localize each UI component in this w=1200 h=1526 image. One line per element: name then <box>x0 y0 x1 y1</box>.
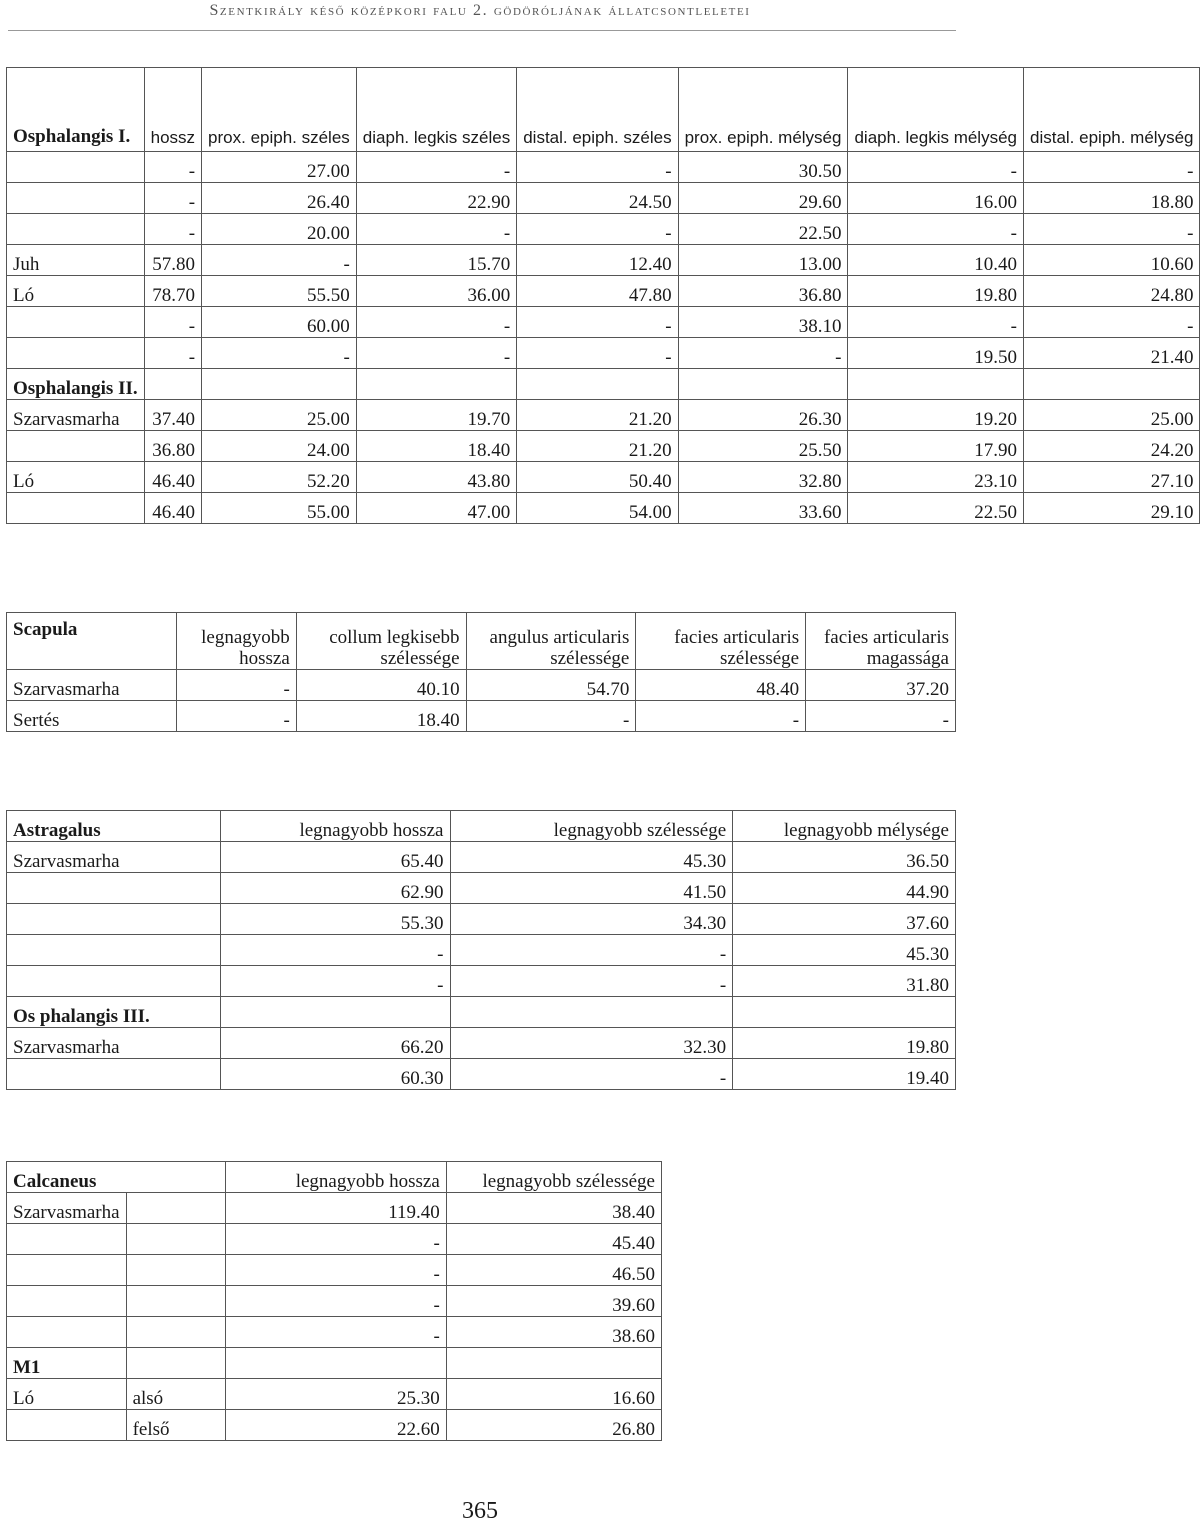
astragalus-row-cell: 45.30 <box>450 842 733 873</box>
calcaneus-row-cell <box>126 1193 225 1224</box>
osphalangis-row <box>7 369 1200 400</box>
osphalangis-row-cell: - <box>144 214 201 245</box>
osphalangis-row-cell: 24.00 <box>202 431 357 462</box>
osphalangis-row-cell: - <box>144 338 201 369</box>
astragalus-row-cell: - <box>220 966 450 997</box>
astragalus-header-cell: legnagyobb mélysége <box>733 811 956 842</box>
osphalangis-row <box>7 245 1200 276</box>
calcaneus-row-cell: - <box>225 1317 446 1348</box>
running-head-text: Szentkirály késő középkori falu 2. gödöróljának állatcsontleletei <box>209 2 751 19</box>
calcaneus-row-cell: 22.60 <box>225 1410 446 1441</box>
scapula-header-cell: facies articularis magassága <box>806 613 956 670</box>
calcaneus-row-cell: 38.60 <box>446 1317 661 1348</box>
calcaneus-header-cell: Calcaneus <box>7 1162 226 1193</box>
osphalangis-row-cell: - <box>356 338 516 369</box>
osphalangis-row-cell: 19.70 <box>356 400 516 431</box>
osphalangis-row-cell: 18.80 <box>1024 183 1200 214</box>
astragalus-row-cell: 34.30 <box>450 904 733 935</box>
astragalus-row-cell: 62.90 <box>220 873 450 904</box>
scapula-row-cell: 54.70 <box>466 670 636 701</box>
osphalangis-row-cell <box>7 493 145 524</box>
astragalus-row-cell: - <box>220 935 450 966</box>
astragalus-header-cell: legnagyobb hossza <box>220 811 450 842</box>
osphalangis-row-cell: 33.60 <box>678 493 848 524</box>
osphalangis-row-cell: 22.50 <box>678 214 848 245</box>
calcaneus-row-cell <box>126 1255 225 1286</box>
osphalangis-row-cell: 19.50 <box>848 338 1024 369</box>
osphalangis-row-cell: 25.50 <box>678 431 848 462</box>
osphalangis-row-cell: - <box>356 214 516 245</box>
calcaneus-row-cell: 16.60 <box>446 1379 661 1410</box>
osphalangis-row-cell: 21.20 <box>517 431 678 462</box>
osphalangis-header-cell: diaph. legkis mélység <box>848 68 1024 152</box>
calcaneus-row-cell <box>126 1286 225 1317</box>
calcaneus-row-cell: M1 <box>7 1348 127 1379</box>
osphalangis-row-cell: 36.80 <box>678 276 848 307</box>
osphalangis-row-cell: 16.00 <box>848 183 1024 214</box>
calcaneus-row <box>7 1286 662 1317</box>
astragalus-header-cell: legnagyobb szélessége <box>450 811 733 842</box>
osphalangis-row-cell: - <box>356 152 516 183</box>
scapula-row-cell: - <box>806 701 956 732</box>
scapula-row <box>7 701 956 732</box>
osphalangis-row-cell: 55.00 <box>202 493 357 524</box>
scapula-row-cell: 37.20 <box>806 670 956 701</box>
osphalangis-row-cell: Juh <box>7 245 145 276</box>
osphalangis-row-cell: 38.10 <box>678 307 848 338</box>
astragalus-row-cell: Szarvasmarha <box>7 1028 221 1059</box>
osphalangis-header-cell: prox. epiph. széles <box>202 68 357 152</box>
osphalangis-row-cell <box>7 183 145 214</box>
osphalangis-row-cell <box>678 369 848 400</box>
astragalus-row <box>7 842 956 873</box>
calcaneus-row-cell <box>7 1255 127 1286</box>
astragalus-row-cell: 19.80 <box>733 1028 956 1059</box>
osphalangis-row-cell <box>7 338 145 369</box>
calcaneus-header-cell: legnagyobb hossza <box>225 1162 446 1193</box>
scapula-header-cell: collum legkisebb szélessége <box>296 613 466 670</box>
calcaneus-header-row <box>7 1162 662 1193</box>
scapula-header-cell: legnagyobb hossza <box>176 613 296 670</box>
osphalangis-row-cell: - <box>848 214 1024 245</box>
scapula-header-row <box>7 613 956 670</box>
osphalangis-row-cell: 25.00 <box>1024 400 1200 431</box>
osphalangis-row-cell: 54.00 <box>517 493 678 524</box>
osphalangis-row <box>7 493 1200 524</box>
astragalus-header-row <box>7 811 956 842</box>
astragalus-row-cell <box>7 904 221 935</box>
osphalangis-header-cell: Osphalangis I. <box>7 68 145 152</box>
astragalus-row-cell: 45.30 <box>733 935 956 966</box>
calcaneus-row-cell: 25.30 <box>225 1379 446 1410</box>
scapula-header-cell: angulus articularis szélessége <box>466 613 636 670</box>
osphalangis-header-cell: diaph. legkis széles <box>356 68 516 152</box>
calcaneus-row-cell <box>126 1224 225 1255</box>
osphalangis-row-cell: 27.10 <box>1024 462 1200 493</box>
osphalangis-row-cell: 22.90 <box>356 183 516 214</box>
calcaneus-row-cell: 119.40 <box>225 1193 446 1224</box>
calcaneus-row-cell: Szarvasmarha <box>7 1193 127 1224</box>
osphalangis-row-cell: - <box>202 338 357 369</box>
osphalangis-row-cell: - <box>144 183 201 214</box>
astragalus-row-cell <box>733 997 956 1028</box>
osphalangis-row <box>7 276 1200 307</box>
osphalangis-table <box>6 67 1200 524</box>
calcaneus-row <box>7 1379 662 1410</box>
osphalangis-row-cell: - <box>356 307 516 338</box>
calcaneus-row <box>7 1410 662 1441</box>
astragalus-row <box>7 873 956 904</box>
astragalus-row <box>7 1028 956 1059</box>
osphalangis-row-cell: - <box>517 338 678 369</box>
astragalus-row-cell: 36.50 <box>733 842 956 873</box>
osphalangis-row-cell: - <box>1024 307 1200 338</box>
astragalus-row-cell: 44.90 <box>733 873 956 904</box>
astragalus-row-cell: 66.20 <box>220 1028 450 1059</box>
calcaneus-row-cell: 45.40 <box>446 1224 661 1255</box>
osphalangis-row-cell: 13.00 <box>678 245 848 276</box>
scapula-row-cell: 40.10 <box>296 670 466 701</box>
osphalangis-row <box>7 183 1200 214</box>
osphalangis-header-row <box>7 68 1200 152</box>
astragalus-row-cell: - <box>450 966 733 997</box>
osphalangis-row-cell: 30.50 <box>678 152 848 183</box>
osphalangis-row-cell: 60.00 <box>202 307 357 338</box>
osphalangis-header-cell: distal. epiph. mélység <box>1024 68 1200 152</box>
astragalus-row <box>7 935 956 966</box>
osphalangis-row-cell <box>7 152 145 183</box>
osphalangis-row-cell <box>144 369 201 400</box>
osphalangis-row-cell: - <box>1024 152 1200 183</box>
osphalangis-row-cell: - <box>678 338 848 369</box>
astragalus-row-cell: 65.40 <box>220 842 450 873</box>
osphalangis-row-cell: 52.20 <box>202 462 357 493</box>
osphalangis-row-cell <box>7 214 145 245</box>
osphalangis-row-cell: 32.80 <box>678 462 848 493</box>
osphalangis-row-cell: 19.80 <box>848 276 1024 307</box>
scapula-row-cell: - <box>466 701 636 732</box>
osphalangis-row-cell: 55.50 <box>202 276 357 307</box>
astragalus-row-cell: - <box>450 935 733 966</box>
osphalangis-row-cell: - <box>144 152 201 183</box>
astragalus-row-cell: 19.40 <box>733 1059 956 1090</box>
osphalangis-row-cell: 27.00 <box>202 152 357 183</box>
calcaneus-row-cell <box>126 1317 225 1348</box>
osphalangis-row-cell: - <box>848 152 1024 183</box>
osphalangis-row-cell: Ló <box>7 276 145 307</box>
osphalangis-row-cell: 26.40 <box>202 183 357 214</box>
calcaneus-row-cell <box>126 1348 225 1379</box>
osphalangis-row-cell <box>848 369 1024 400</box>
astragalus-row-cell: - <box>450 1059 733 1090</box>
calcaneus-row <box>7 1193 662 1224</box>
scapula-row-cell: 48.40 <box>636 670 806 701</box>
calcaneus-row <box>7 1317 662 1348</box>
calcaneus-header-cell: legnagyobb szélessége <box>446 1162 661 1193</box>
astragalus-row-cell <box>7 1059 221 1090</box>
osphalangis-row <box>7 400 1200 431</box>
page-number: 365 <box>462 1498 498 1524</box>
running-head-rule <box>8 30 956 31</box>
osphalangis-row-cell: - <box>202 245 357 276</box>
osphalangis-row-cell <box>356 369 516 400</box>
osphalangis-row-cell: 36.00 <box>356 276 516 307</box>
calcaneus-row-cell <box>7 1410 127 1441</box>
astragalus-row-cell <box>7 966 221 997</box>
osphalangis-row-cell: 43.80 <box>356 462 516 493</box>
osphalangis-row-cell: 12.40 <box>517 245 678 276</box>
calcaneus-row-cell: alsó <box>126 1379 225 1410</box>
calcaneus-row-cell: Ló <box>7 1379 127 1410</box>
osphalangis-row-cell: Osphalangis II. <box>7 369 145 400</box>
scapula-row-cell: Szarvasmarha <box>7 670 177 701</box>
astragalus-row-cell: Os phalangis III. <box>7 997 221 1028</box>
astragalus-row-cell <box>7 935 221 966</box>
osphalangis-row-cell: 10.40 <box>848 245 1024 276</box>
astragalus-row-cell: 37.60 <box>733 904 956 935</box>
osphalangis-row-cell: 21.20 <box>517 400 678 431</box>
astragalus-row <box>7 904 956 935</box>
osphalangis-row-cell: 22.50 <box>848 493 1024 524</box>
osphalangis-row-cell: - <box>848 307 1024 338</box>
osphalangis-row-cell: 57.80 <box>144 245 201 276</box>
calcaneus-row <box>7 1348 662 1379</box>
scapula-header-cell: facies articularis szélessége <box>636 613 806 670</box>
osphalangis-row-cell: 26.30 <box>678 400 848 431</box>
osphalangis-row-cell: 29.60 <box>678 183 848 214</box>
calcaneus-row-cell <box>7 1317 127 1348</box>
osphalangis-row-cell: - <box>517 152 678 183</box>
osphalangis-row-cell <box>7 431 145 462</box>
osphalangis-header-cell: hossz <box>144 68 201 152</box>
scapula-row-cell: - <box>176 670 296 701</box>
osphalangis-row <box>7 152 1200 183</box>
osphalangis-row-cell <box>7 307 145 338</box>
calcaneus-row-cell <box>7 1224 127 1255</box>
osphalangis-row-cell <box>517 369 678 400</box>
osphalangis-row-cell: 24.20 <box>1024 431 1200 462</box>
osphalangis-row <box>7 462 1200 493</box>
calcaneus-row-cell: 39.60 <box>446 1286 661 1317</box>
osphalangis-row-cell: 47.00 <box>356 493 516 524</box>
osphalangis-row-cell: - <box>517 307 678 338</box>
osphalangis-row-cell: 36.80 <box>144 431 201 462</box>
calcaneus-row <box>7 1224 662 1255</box>
osphalangis-row-cell: 17.90 <box>848 431 1024 462</box>
calcaneus-row <box>7 1255 662 1286</box>
calcaneus-row-cell: - <box>225 1224 446 1255</box>
astragalus-row-cell: Szarvasmarha <box>7 842 221 873</box>
scapula-table <box>6 612 956 732</box>
osphalangis-row-cell: 18.40 <box>356 431 516 462</box>
calcaneus-row-cell: 46.50 <box>446 1255 661 1286</box>
osphalangis-row-cell: 29.10 <box>1024 493 1200 524</box>
scapula-row-cell: 18.40 <box>296 701 466 732</box>
calcaneus-row-cell: - <box>225 1286 446 1317</box>
osphalangis-row <box>7 431 1200 462</box>
calcaneus-row-cell: felső <box>126 1410 225 1441</box>
osphalangis-row-cell: Ló <box>7 462 145 493</box>
osphalangis-row-cell: 50.40 <box>517 462 678 493</box>
osphalangis-row-cell: 47.80 <box>517 276 678 307</box>
osphalangis-row-cell: 19.20 <box>848 400 1024 431</box>
astragalus-row-cell <box>7 873 221 904</box>
calcaneus-table <box>6 1161 662 1441</box>
osphalangis-row <box>7 338 1200 369</box>
scapula-row-cell: - <box>636 701 806 732</box>
osphalangis-row-cell: 46.40 <box>144 462 201 493</box>
osphalangis-row-cell: 37.40 <box>144 400 201 431</box>
scapula-row-cell: Sertés <box>7 701 177 732</box>
osphalangis-row-cell: 15.70 <box>356 245 516 276</box>
osphalangis-row-cell: 78.70 <box>144 276 201 307</box>
astragalus-row-cell <box>220 997 450 1028</box>
osphalangis-row-cell <box>202 369 357 400</box>
astragalus-row-cell: 31.80 <box>733 966 956 997</box>
calcaneus-row-cell: 26.80 <box>446 1410 661 1441</box>
osphalangis-row-cell: 24.80 <box>1024 276 1200 307</box>
osphalangis-row-cell: 25.00 <box>202 400 357 431</box>
calcaneus-row-cell <box>7 1286 127 1317</box>
calcaneus-row-cell <box>225 1348 446 1379</box>
osphalangis-row-cell: Szarvasmarha <box>7 400 145 431</box>
astragalus-table <box>6 810 956 1090</box>
astragalus-row-cell <box>450 997 733 1028</box>
osphalangis-row-cell: - <box>1024 214 1200 245</box>
calcaneus-row-cell: 38.40 <box>446 1193 661 1224</box>
scapula-header-cell: Scapula <box>7 613 177 670</box>
astragalus-row-cell: 60.30 <box>220 1059 450 1090</box>
osphalangis-row-cell: - <box>144 307 201 338</box>
osphalangis-row <box>7 307 1200 338</box>
osphalangis-row-cell: 20.00 <box>202 214 357 245</box>
osphalangis-row-cell: 23.10 <box>848 462 1024 493</box>
astragalus-row <box>7 1059 956 1090</box>
astragalus-row-cell: 55.30 <box>220 904 450 935</box>
osphalangis-row-cell: - <box>517 214 678 245</box>
astragalus-row-cell: 32.30 <box>450 1028 733 1059</box>
calcaneus-row-cell: - <box>225 1255 446 1286</box>
osphalangis-row <box>7 214 1200 245</box>
osphalangis-header-cell: distal. epiph. széles <box>517 68 678 152</box>
scapula-row <box>7 670 956 701</box>
running-head <box>0 0 960 22</box>
osphalangis-row-cell: 46.40 <box>144 493 201 524</box>
osphalangis-row-cell: 21.40 <box>1024 338 1200 369</box>
osphalangis-row-cell: 10.60 <box>1024 245 1200 276</box>
osphalangis-header-cell: prox. epiph. mélység <box>678 68 848 152</box>
astragalus-row-cell: 41.50 <box>450 873 733 904</box>
osphalangis-row-cell <box>1024 369 1200 400</box>
astragalus-row <box>7 997 956 1028</box>
astragalus-row <box>7 966 956 997</box>
calcaneus-row-cell <box>446 1348 661 1379</box>
osphalangis-row-cell: 24.50 <box>517 183 678 214</box>
astragalus-header-cell: Astragalus <box>7 811 221 842</box>
scapula-row-cell: - <box>176 701 296 732</box>
